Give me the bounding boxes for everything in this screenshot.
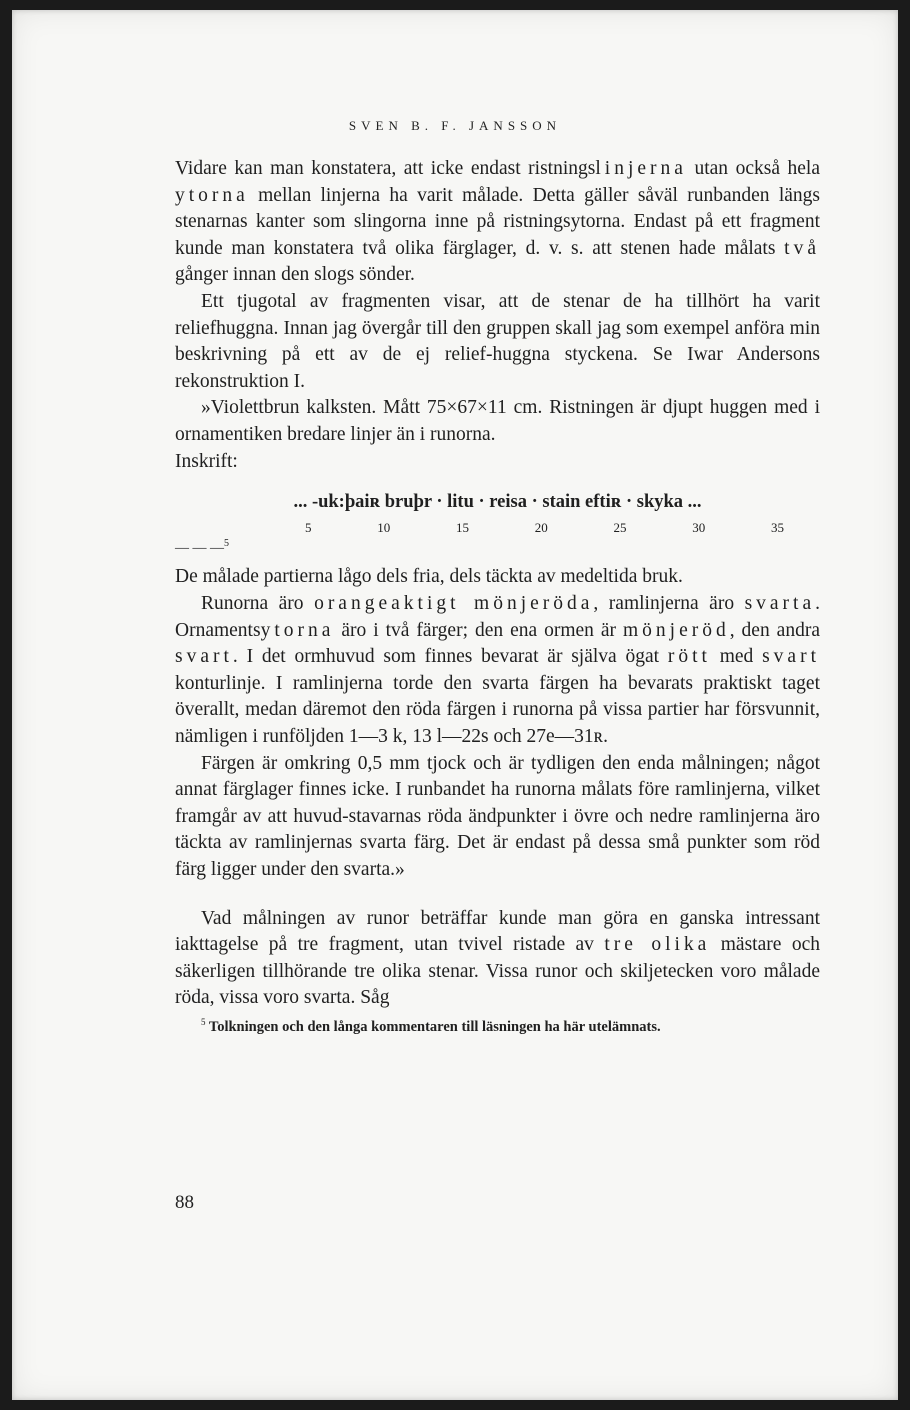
rune-number: 25 — [613, 519, 627, 535]
paragraph-7: Vad målningen av runor beträffar kunde man göra en ganska intressant iakttagelse på tre fragment, utan tvivel ristade av tre olika mästare och säkerligen tillhörande tre olika stenar. Vissa runor och skiljetecken voro målade röda, vissa voro svarta. Såg — [175, 907, 820, 1009]
paragraph-6: Färgen är omkring 0,5 mm tjock och är tydligen den enda målningen; något annat färglager finnes icke. I runbandet ha runorna målats före ramlinjerna, vilket framgår av att huvud-stavarnas röda ändpunkter i övre och nedre ramlinjerna äro täckta av ramlinjernas svarta färg. Det är endast på dessa små punkter som röd färg ligger under den svarta.» — [175, 752, 820, 880]
footnote: $^5$ Tolkningen och den långa kommentaren till läsningen ha här utelämnats. — [201, 1016, 661, 1035]
rune-number: 20 — [534, 519, 548, 535]
rune-number: 15 — [456, 519, 469, 535]
emphasis-tva: två — [784, 237, 820, 259]
rune-number: 10 — [377, 519, 391, 535]
emphasis-linjerna: linjerna — [595, 158, 687, 179]
rune-numbering — [175, 520, 820, 536]
rune-number: 5 — [305, 519, 312, 535]
body-text — [175, 156, 820, 1037]
footnote-ref: 5 — [224, 537, 229, 549]
footnote-dashes: — — —$^5$ — [175, 537, 229, 556]
runic-inscription: ... -uk:þaiʀ bruþr · litu · reisa · stain eftiʀ · skyka ... — [293, 492, 702, 513]
paragraph-1: Vidare kan man konstatera, att icke endast ristningslinjerna utan också hela ytorna mellan linjerna ha varit målade. Detta gäller såväl runbanden längs stenarnas kanter som slingorna inne på ristningsytorna. Endast på ett fragment kunde man konstatera två olika färglager, d. v. s. att stenen hade målats två gånger innan den slogs sönder. — [175, 158, 821, 286]
rune-number: 30 — [692, 519, 706, 535]
inskrift-label: Inskrift: — [175, 450, 238, 472]
paragraph-3: »Violettbrun kalksten. Mått 75×67×11 cm. Ristningen är djupt huggen med i ornamentiken bredare linjer än i runorna. Inskrift: — [175, 397, 820, 472]
page-number: 88 — [175, 1192, 194, 1213]
emphasis-ytorna: ytorna — [175, 184, 249, 206]
running-header: SVEN B. F. JANSSON — [348, 118, 562, 133]
paragraph-2: Ett tjugotal av fragmenten visar, att de stenar de ha tillhört ha varit reliefhuggna. Innan jag övergår till den gruppen skall jag som exempel anföra min beskrivning på ett av de ej relief-huggna styckena. Se Iwar Andersons rekonstruktion I. — [175, 290, 820, 392]
book-page — [12, 10, 898, 1400]
paragraph-5: Runorna äro orangeaktigt mönjeröda, ramlinjerna äro svarta. Ornamentsytorna äro i två färger; den ena ormen är mönjeröd, den andra svart. I det ormhuvud som finnes bevarat är själva ögat rött med svart konturlinje. I ramlinjerna torde den svarta färgen ha bevarats praktiskt taget överallt, medan däremot den röda färgen i runorna på vissa partier har försvunnit, nämligen i runföljden 1—3 k, 13 l—22s och 27e—31ʀ. — [175, 592, 820, 747]
paragraph-4: De målade partierna lågo dels fria, dels täckta av medeltida bruk. — [175, 566, 683, 588]
rune-number: 35 — [771, 519, 784, 535]
footnote-mark: 5 — [201, 1016, 206, 1027]
